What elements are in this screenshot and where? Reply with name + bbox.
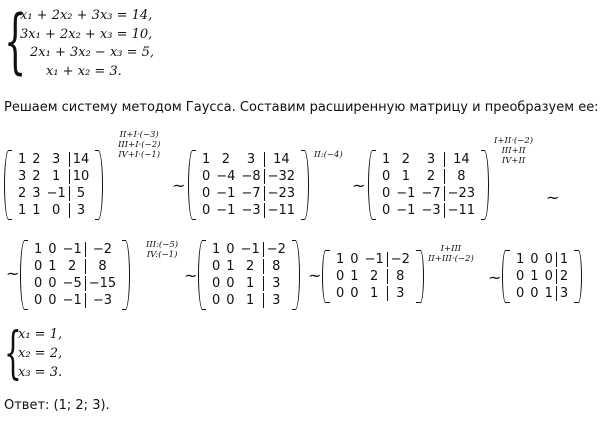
matrix-cell: 8 (396, 269, 405, 284)
matrix-cell: 0 (212, 259, 221, 274)
matrix-cell: −11 (447, 203, 476, 218)
matrix-cell: 8 (272, 259, 281, 274)
solution-brace: { (4, 321, 22, 386)
matrix-right-paren (574, 250, 582, 303)
matrix-cell: 14 (453, 152, 470, 167)
matrix-cell: 14 (72, 152, 90, 167)
matrix-cell: 0 (34, 293, 43, 308)
matrix-cell: 1 (18, 203, 27, 218)
matrix-cell: 8 (98, 259, 107, 274)
matrix-1 (4, 150, 103, 224)
matrix-cell: 3 (76, 203, 86, 218)
matrix-cell: 1 (362, 286, 388, 301)
matrix-cell: 0 (44, 203, 70, 218)
matrix-cell: −1 (362, 252, 388, 267)
matrix-cell: 3 (559, 286, 569, 301)
matrix-cell: −5 (60, 276, 86, 291)
matrix-cell: 3 (238, 152, 264, 167)
matrix-cell: 2 (559, 269, 569, 284)
solution-x2: x₂ = 2, (18, 346, 63, 361)
matrix-6 (322, 250, 424, 307)
matrix-cell: 0 (542, 269, 557, 284)
matrix-cell: 0 (382, 186, 391, 201)
matrix-cell: 3 (396, 286, 405, 301)
matrix-2 (188, 150, 309, 224)
matrix-5 (198, 240, 300, 314)
matrix-cell: 3 (272, 293, 281, 308)
row-operation: III+I·(−2) (118, 140, 161, 150)
matrix-right-paren (416, 250, 424, 303)
matrix-cell: 2 (32, 169, 41, 184)
matrix-cell: 0 (48, 276, 57, 291)
matrix-cell: 0 (226, 293, 235, 308)
row-operation: I+II·(−2) (494, 136, 534, 146)
original-system (4, 0, 155, 82)
matrix-cell: −1 (60, 293, 86, 308)
matrix-cell: 2 (401, 152, 410, 167)
matrix-cell: 0 (202, 203, 211, 218)
equiv-tilde: ~ (352, 176, 366, 195)
matrix-cell: 0 (542, 252, 557, 267)
matrix-cell: −15 (88, 276, 117, 291)
matrix-cell: 1 (238, 276, 264, 291)
matrix-cell: 0 (34, 259, 43, 274)
matrix-cell: 1 (202, 152, 211, 167)
equiv-tilde: ~ (172, 176, 186, 195)
matrix-cell: 1 (34, 242, 43, 257)
matrix-cell: 10 (72, 169, 90, 184)
matrix-cell: 0 (202, 169, 211, 184)
matrix-cell: 2 (221, 152, 230, 167)
equiv-tilde: ~ (6, 264, 20, 283)
matrix-cell: 8 (457, 169, 466, 184)
equation-2: 3x₁ + 2x₂ + x₃ = 10, (20, 26, 153, 42)
row-operation: I+III (440, 244, 462, 254)
matrix-cell: 0 (226, 276, 235, 291)
matrix-cell: 1 (212, 242, 221, 257)
row-operation: II+I·(−3) (119, 130, 159, 140)
matrix-cell: 3 (32, 186, 41, 201)
matrix-cell: 0 (350, 252, 359, 267)
matrix-cell: −8 (238, 169, 264, 184)
matrix-cell: −32 (267, 169, 296, 184)
matrix-cell: 0 (34, 276, 43, 291)
matrix-cell: 1 (48, 259, 57, 274)
matrix-cell: 1 (382, 152, 391, 167)
matrix-cell: −11 (267, 203, 296, 218)
matrix-right-paren (292, 240, 300, 310)
matrix-cell: −2 (266, 242, 286, 257)
matrix-cell: 3 (44, 152, 70, 167)
matrix-cell: −1 (396, 203, 416, 218)
matrix-cell: 0 (212, 276, 221, 291)
matrix-cell: 1 (350, 269, 359, 284)
equiv-tilde: ~ (488, 268, 502, 287)
matrix-cell: 5 (76, 186, 86, 201)
matrix-cell: 0 (226, 242, 235, 257)
matrix-cell: 2 (18, 186, 27, 201)
matrix-7 (502, 250, 582, 307)
matrix-cell: 0 (336, 286, 345, 301)
matrix-left-paren (20, 240, 28, 310)
matrix-cell: 1 (559, 252, 569, 267)
matrix-cell: −3 (418, 203, 444, 218)
matrix-cell: 2 (60, 259, 86, 274)
equation-1: x₁ + 2x₂ + 3x₃ = 14, (20, 8, 153, 23)
answer-text: Ответ: (1; 2; 3). (4, 398, 110, 413)
ops-1 (118, 130, 160, 160)
row-operation: IV:(−1) (146, 250, 178, 260)
matrix-cell: 0 (516, 286, 525, 301)
matrix-cell: 3 (418, 152, 444, 167)
matrix-cell: −1 (44, 186, 70, 201)
matrix-cell: −1 (238, 242, 264, 257)
equiv-tilde: ~ (184, 266, 198, 285)
matrix-cell: 1 (32, 203, 41, 218)
matrix-cell: 1 (336, 252, 345, 267)
matrix-cell: 0 (530, 286, 539, 301)
matrix-cell: 2 (238, 259, 264, 274)
solution-system (4, 321, 63, 386)
row-operation: II+III·(−2) (428, 254, 474, 264)
matrix-cell: −4 (216, 169, 236, 184)
equiv-tilde: ~ (546, 188, 560, 207)
row-operation: III+II (501, 146, 526, 156)
matrix-cell: 1 (18, 152, 27, 167)
matrix-cell: 1 (530, 269, 539, 284)
matrix-cell: −1 (396, 186, 416, 201)
matrix-cell: 1 (44, 169, 70, 184)
row-operation: II:(−4) (314, 150, 343, 160)
matrix-cell: −23 (267, 186, 296, 201)
matrix-cell: 0 (336, 269, 345, 284)
matrix-left-paren (368, 150, 376, 220)
row-operation: IV+I·(−1) (118, 150, 161, 160)
equation-4: x₁ + x₂ = 3. (46, 63, 122, 79)
matrix-right-paren (122, 240, 130, 310)
matrix-cell: 1 (226, 259, 235, 274)
row-operation: IV+II (501, 156, 526, 166)
matrix-cell: 0 (48, 293, 57, 308)
matrix-cell: 2 (418, 169, 444, 184)
matrix-cell: 0 (382, 203, 391, 218)
matrix-3 (368, 150, 489, 224)
matrix-right-paren (481, 150, 489, 220)
matrix-cell: −7 (238, 186, 264, 201)
matrix-cell: −3 (238, 203, 264, 218)
matrix-4 (20, 240, 130, 314)
matrix-cell: 14 (273, 152, 290, 167)
solution-x1: x₁ = 1, (18, 327, 63, 342)
matrix-cell: 0 (202, 186, 211, 201)
ops-2 (314, 150, 343, 160)
matrix-cell: 1 (542, 286, 557, 301)
solution-x3: x₃ = 3. (18, 365, 63, 380)
matrix-left-paren (198, 240, 206, 310)
matrix-right-paren (301, 150, 309, 220)
matrix-left-paren (4, 150, 12, 220)
matrix-right-paren (95, 150, 103, 220)
matrix-cell: −3 (92, 293, 113, 308)
equiv-tilde: ~ (308, 266, 322, 285)
matrix-cell: 0 (516, 269, 525, 284)
matrix-cell: 1 (516, 252, 525, 267)
matrix-cell: −2 (390, 252, 410, 267)
ops-3 (494, 136, 533, 166)
matrix-cell: −1 (60, 242, 86, 257)
ops-6 (428, 244, 474, 264)
matrix-cell: 2 (362, 269, 388, 284)
matrix-cell: 0 (530, 252, 539, 267)
matrix-cell: 3 (18, 169, 27, 184)
matrix-cell: 0 (350, 286, 359, 301)
ops-4 (146, 240, 178, 260)
matrix-cell: 2 (32, 152, 41, 167)
matrix-cell: 0 (382, 169, 391, 184)
matrix-cell: −1 (216, 203, 236, 218)
matrix-cell: −23 (447, 186, 476, 201)
matrix-cell: 0 (48, 242, 57, 257)
matrix-cell: −7 (418, 186, 444, 201)
intro-text: Решаем систему методом Гаусса. Составим расширенную матрицу и преобразуем ее: (4, 100, 599, 115)
matrix-cell: 3 (272, 276, 281, 291)
row-operation: III:(−5) (146, 240, 179, 250)
matrix-cell: 1 (401, 169, 410, 184)
matrix-cell: 0 (212, 293, 221, 308)
matrix-left-paren (188, 150, 196, 220)
system-brace: { (4, 0, 27, 82)
matrix-cell: −1 (216, 186, 236, 201)
equation-3: 2x₁ + 3x₂ − x₃ = 5, (30, 45, 155, 61)
matrix-cell: 1 (238, 293, 264, 308)
matrix-left-paren (322, 250, 330, 303)
matrix-left-paren (502, 250, 510, 303)
matrix-cell: −2 (92, 242, 113, 257)
